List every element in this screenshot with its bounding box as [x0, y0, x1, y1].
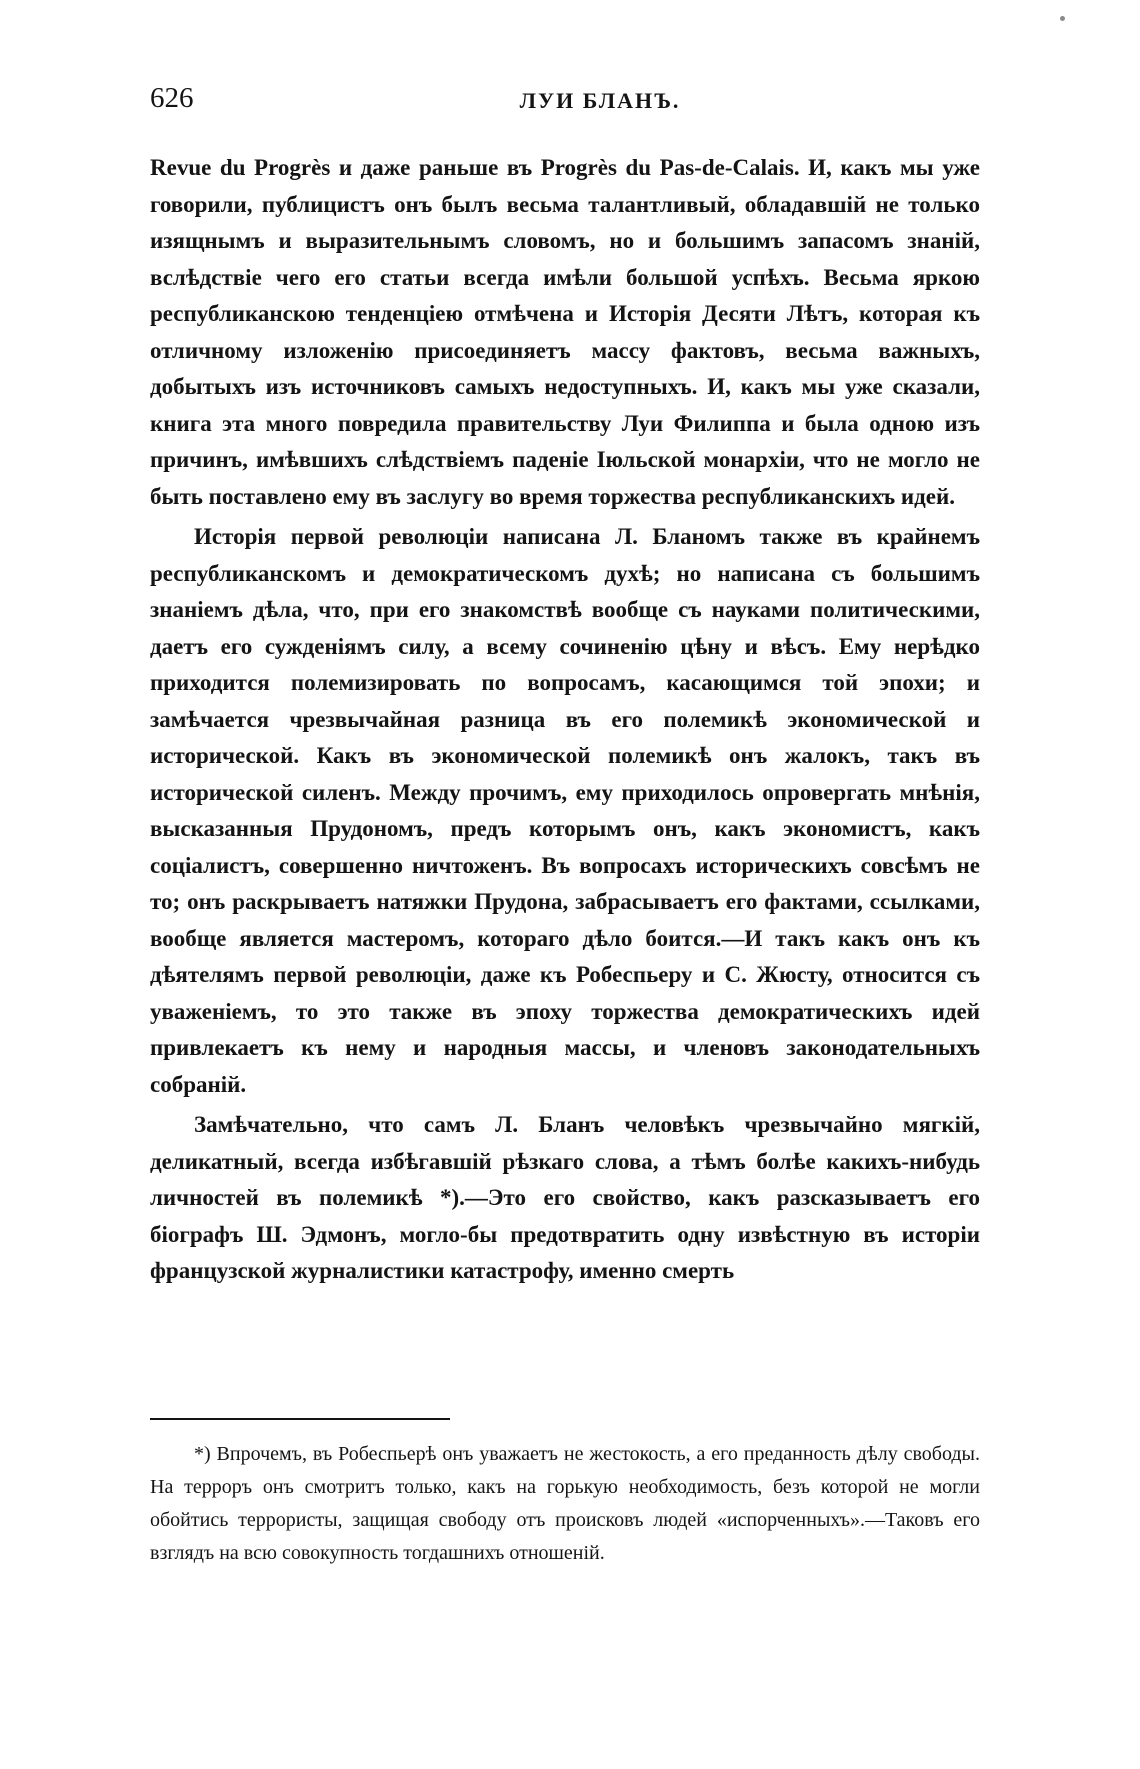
paragraph: Замѣчательно, что самъ Л. Бланъ человѣкъ чрезвычайно мягкій, деликатный, всегда избѣгавшій рѣзкаго слова, а тѣмъ болѣе какихъ-нибудь личностей въ полемикѣ *).—Это его свойство, какъ разсказываетъ его біографъ Ш. Эдмонъ, могло-бы предотвратить одну извѣстную въ исторіи французской журналистики катастрофу, именно смерть	[150, 1112, 980, 1283]
paragraph: Revue du Progrès и даже раньше въ Progrès du Pas-de-Calais. И, какъ мы уже говорили, публицистъ онъ былъ весьма талантливый, обладавшій не только изящнымъ и выразительнымъ словомъ, но и большимъ запасомъ знаній, вслѣдствіе чего его статьи всегда имѣли большой успѣхъ. Весьма яркою республиканскою тенденціею отмѣчена и Исторія Десяти Лѣтъ, которая къ отличному изложенію присоединяетъ массу фактовъ, весьма важныхъ, добытыхъ изъ источниковъ самыхъ недоступныхъ. И, какъ мы уже сказали, книга эта много повредила правительству Луи Филиппа и была одною изъ причинъ, имѣвшихъ слѣдствіемъ паденіе Іюльской монархіи, что не могло не быть поставлено ему въ заслугу во время торжества республиканскихъ идей.	[150, 155, 980, 509]
main-text	[150, 150, 980, 1290]
paragraph: Исторія первой революціи написана Л. Бланомъ также въ крайнемъ республиканскомъ и демократическомъ духѣ; но написана съ большимъ знаніемъ дѣла, что, при его знакомствѣ вообще съ науками политическими, даетъ его сужденіямъ силу, а всему сочиненію цѣну и вѣсъ. Ему нерѣдко приходится полемизировать по вопросамъ, касающимся той эпохи; и замѣчается чрезвычайная разница въ его полемикѣ экономической и исторической. Какъ въ экономической полемикѣ онъ жалокъ, такъ въ исторической силенъ. Между прочимъ, ему приходилось опровергать мнѣнія, высказанныя Прудономъ, предъ которымъ онъ, какъ экономистъ, какъ соціалистъ, совершенно ничтоженъ. Въ вопросахъ историческихъ совсѣмъ не то; онъ раскрываетъ натяжки Прудона, забрасываетъ его фактами, ссылками, вообще является мастеромъ, котораго дѣло боится.—И такъ какъ онъ къ дѣятелямъ первой революціи, даже къ Робеспьеру и С. Жюсту, относится съ уваженіемъ, то это также въ эпоху торжества демократическихъ идей привлекаетъ къ нему и народныя массы, и членовъ законодательныхъ собраній.	[150, 524, 980, 1097]
footnote-divider	[150, 1418, 450, 1420]
stray-ink-dot	[1060, 16, 1065, 21]
running-title: ЛУИ БЛАНЪ.	[519, 88, 681, 113]
footnote: *) Впрочемъ, въ Робеспьерѣ онъ уважаетъ не жестокость, а его преданность дѣлу свободы. На терроръ онъ смотритъ только, какъ на горькую необходимость, безъ которой не могли обойтись террористы, защищая свободу отъ происковъ людей «испорченныхъ».—Таковъ его взглядъ на всю совокупность тогдашнихъ отношеній.	[150, 1443, 980, 1564]
page-number: 626	[150, 82, 194, 114]
